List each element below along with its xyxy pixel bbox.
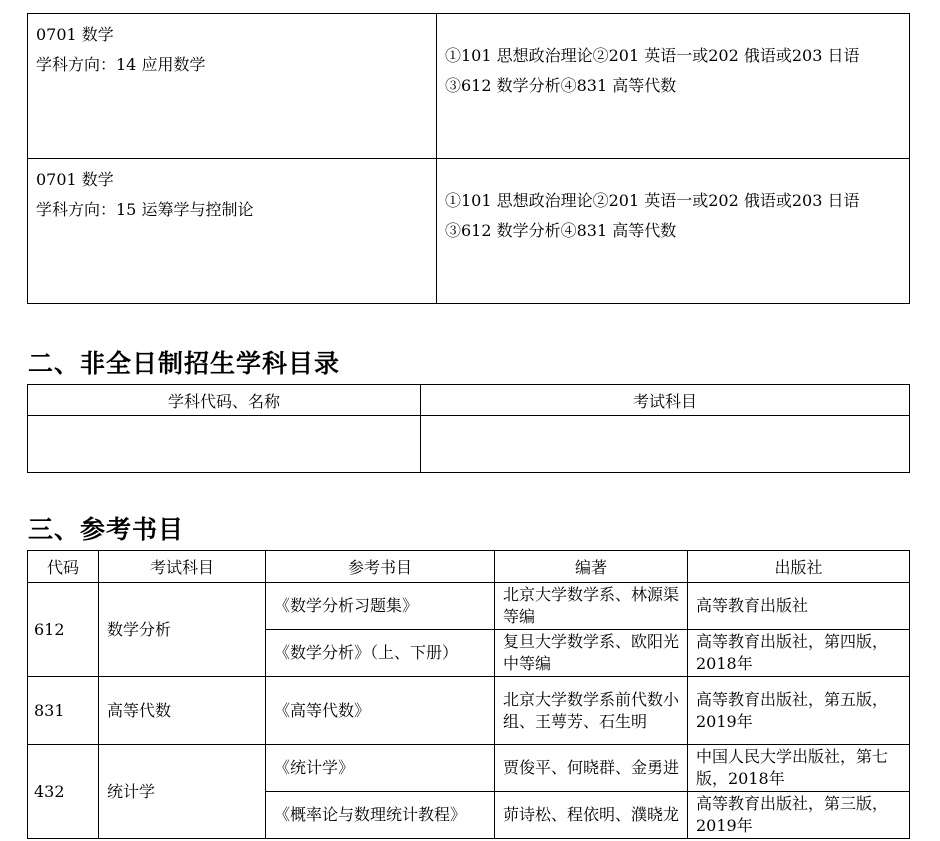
part-time-table — [27, 384, 910, 473]
course-subject: 统计学 — [99, 745, 266, 839]
book-author: 复旦大学数学系、欧阳光中等编 — [495, 630, 688, 677]
table-row — [28, 583, 910, 630]
exam-line: ①101 思想政治理论②201 英语一或202 俄语或203 日语 — [445, 191, 860, 210]
exam-line: ③612 数学分析④831 高等代数 — [445, 221, 677, 240]
book-author: 北京大学数学系前代数小组、王萼芳、石生明 — [495, 677, 688, 745]
section-heading-references: 三、参考书目 — [28, 515, 185, 544]
course-code: 831 — [28, 677, 99, 745]
book-publisher: 高等教育出版社 — [688, 583, 910, 630]
course-subject: 高等代数 — [99, 677, 266, 745]
book-author: 茆诗松、程依明、濮晓龙 — [495, 792, 688, 839]
empty-cell — [421, 416, 910, 473]
subject-direction: 学科方向：15 运筹学与控制论 — [36, 200, 254, 219]
reference-books-table — [27, 550, 910, 839]
book-title: 《统计学》 — [266, 745, 495, 792]
book-publisher: 高等教育出版社，第三版，2019年 — [688, 792, 910, 839]
book-author: 北京大学数学系、林源渠等编 — [495, 583, 688, 630]
table-row — [28, 677, 910, 745]
column-header: 考试科目 — [421, 385, 910, 416]
course-code: 612 — [28, 583, 99, 677]
section-heading-part-time: 二、非全日制招生学科目录 — [28, 349, 341, 378]
subject-cell — [28, 14, 437, 159]
exam-line: ③612 数学分析④831 高等代数 — [445, 76, 677, 95]
table-header-row — [28, 385, 910, 416]
exam-line: ①101 思想政治理论②201 英语一或202 俄语或203 日语 — [445, 46, 860, 65]
book-author: 贾俊平、何晓群、金勇进 — [495, 745, 688, 792]
column-header: 代码 — [28, 551, 99, 583]
subject-direction: 学科方向：14 应用数学 — [36, 55, 206, 74]
table-row — [28, 159, 910, 304]
subject-code: 0701 数学 — [36, 170, 114, 189]
subject-code: 0701 数学 — [36, 25, 114, 44]
course-code: 432 — [28, 745, 99, 839]
course-subject: 数学分析 — [99, 583, 266, 677]
book-publisher: 中国人民大学出版社，第七版，2018年 — [688, 745, 910, 792]
table-header-row — [28, 551, 910, 583]
column-header: 出版社 — [688, 551, 910, 583]
empty-cell — [28, 416, 421, 473]
column-header: 参考书目 — [266, 551, 495, 583]
column-header: 学科代码、名称 — [28, 385, 421, 416]
book-title: 《概率论与数理统计教程》 — [266, 792, 495, 839]
table-row — [28, 745, 910, 792]
book-publisher: 高等教育出版社，第四版，2018年 — [688, 630, 910, 677]
column-header: 编著 — [495, 551, 688, 583]
book-title: 《高等代数》 — [266, 677, 495, 745]
table-row — [28, 416, 910, 473]
exam-cell — [437, 14, 910, 159]
exam-cell — [437, 159, 910, 304]
book-title: 《数学分析》（上、下册） — [266, 630, 495, 677]
book-title: 《数学分析习题集》 — [266, 583, 495, 630]
column-header: 考试科目 — [99, 551, 266, 583]
table-row — [28, 14, 910, 159]
book-publisher: 高等教育出版社，第五版，2019年 — [688, 677, 910, 745]
subject-exam-table — [27, 13, 910, 304]
subject-cell — [28, 159, 437, 304]
